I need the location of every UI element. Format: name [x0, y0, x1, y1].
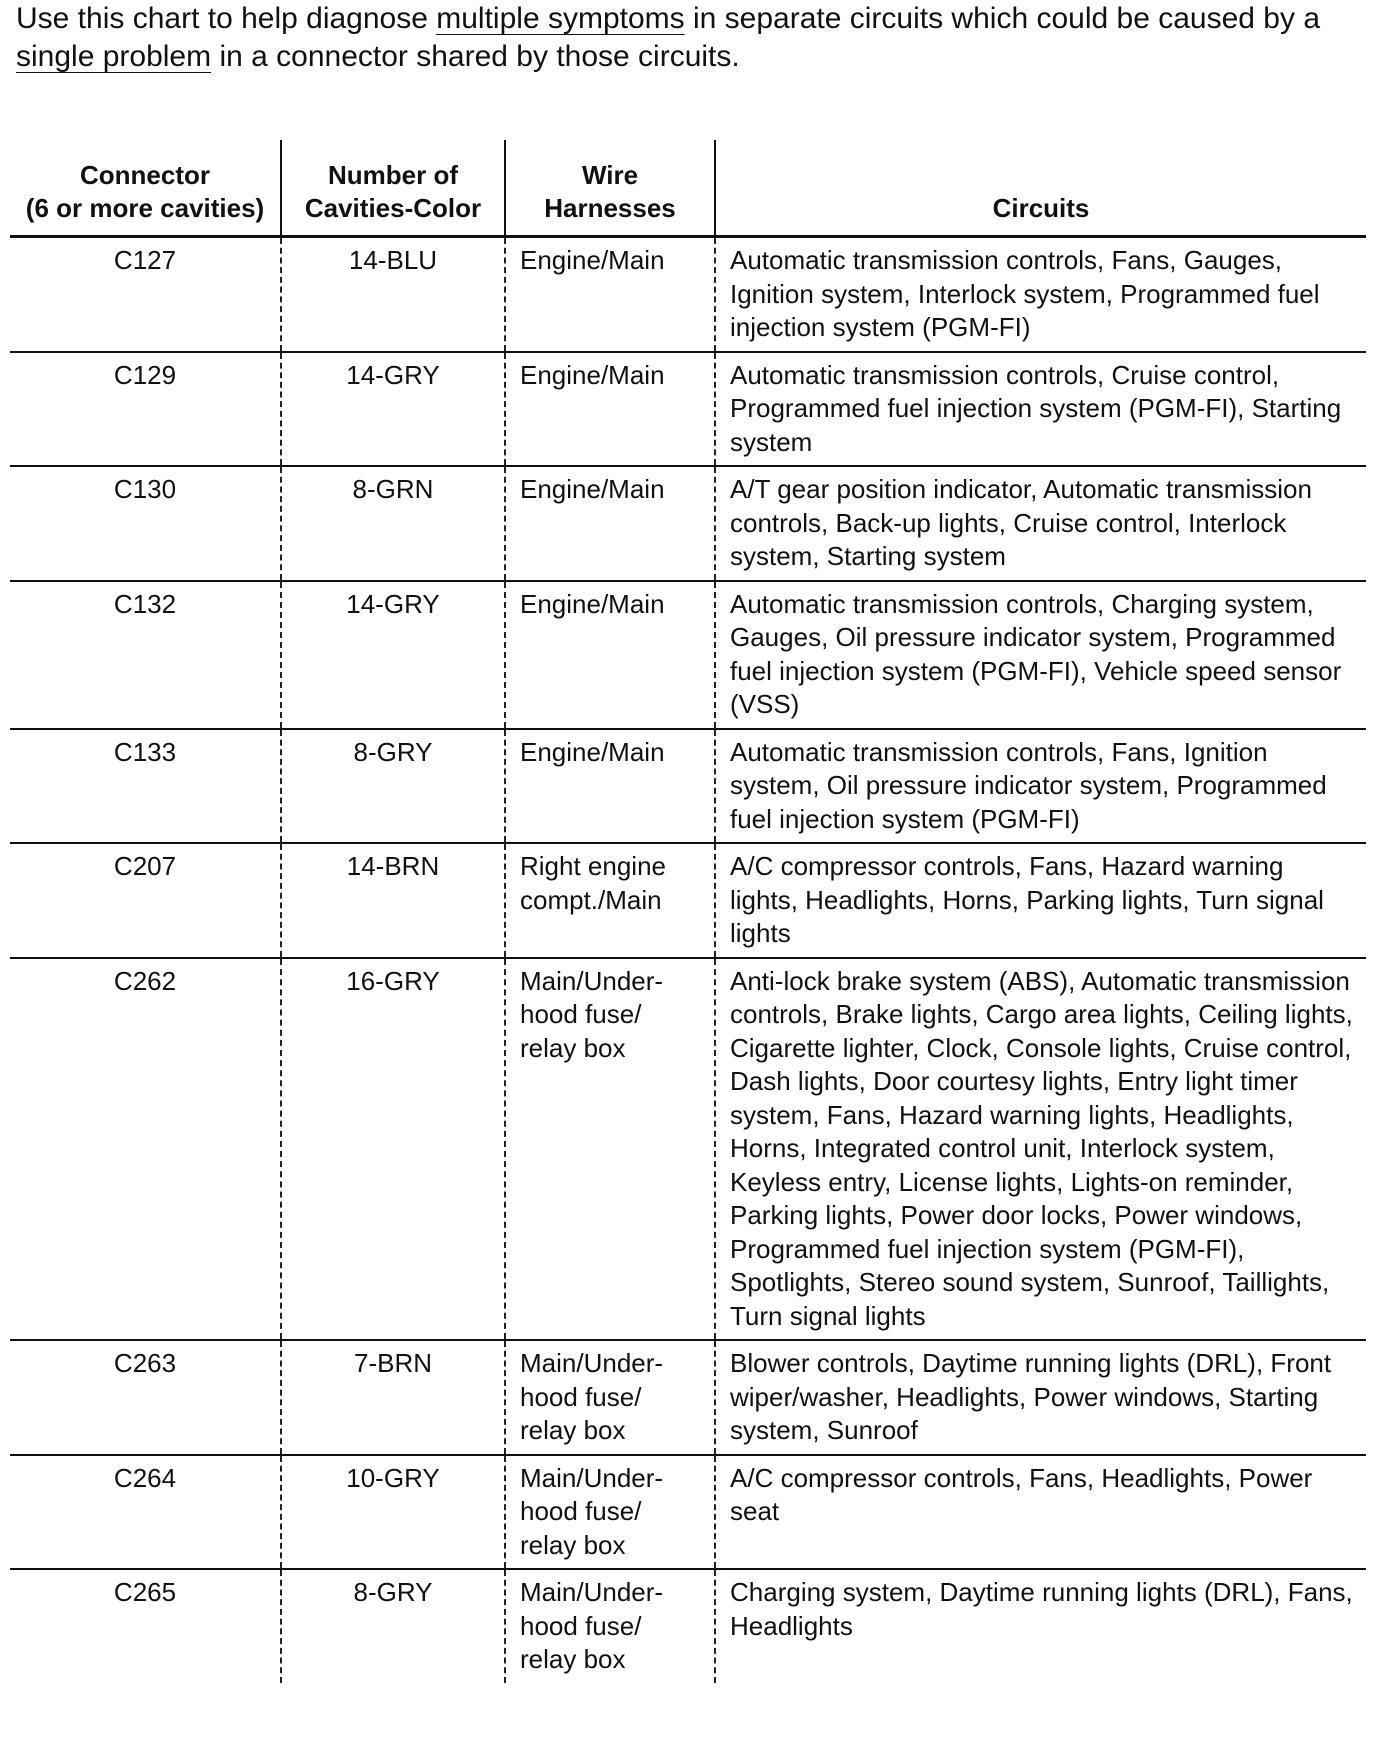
circuits-cell: A/C compressor controls, Fans, Headlights, Power seat: [715, 1455, 1366, 1570]
connector-cell: C130: [10, 466, 281, 581]
connector-cell: C129: [10, 352, 281, 467]
header-cavities: [281, 140, 505, 237]
table-row: [10, 1455, 1366, 1570]
harness-cell: Engine/Main: [505, 352, 715, 467]
table-row: [10, 958, 1366, 1341]
table-row: [10, 1340, 1366, 1455]
table-row: [10, 237, 1366, 352]
circuits-cell: Automatic transmission controls, Fans, Ignition system, Oil pressure indicator system, Programmed fuel injection system (PGM-FI): [715, 729, 1366, 844]
table-header-row: [10, 140, 1366, 237]
circuits-cell: Charging system, Daytime running lights (DRL), Fans, Headlights: [715, 1569, 1366, 1683]
header-cavities-line2: Cavities-Color: [304, 193, 482, 223]
table-row: [10, 1569, 1366, 1683]
circuits-cell: Automatic transmission controls, Fans, Gauges, Ignition system, Interlock system, Programmed fuel injection system (PGM-FI): [715, 237, 1366, 352]
intro-underline-single-problem: single problem: [16, 40, 212, 73]
cavities-cell: 16-GRY: [281, 958, 505, 1341]
circuits-cell: Anti-lock brake system (ABS), Automatic transmission controls, Brake lights, Cargo area lights, Ceiling lights, Cigarette lighter, Clock, Console lights, Cruise control, Dash lights, Door courtesy lights, Entry light timer system, Fans, Hazard warning lights, Headlights, Horns, Integrated control unit, Interlock system, Keyless entry, License lights, Lights-on reminder, Parking lights, Power door locks, Power windows, Programmed fuel injection system (PGM-FI), Spotlights, Stereo sound system, Sunroof, Taillights, Turn signal lights: [715, 958, 1366, 1341]
harness-cell: Main/Under-hood fuse/ relay box: [505, 1569, 715, 1683]
cavities-cell: 14-BRN: [281, 843, 505, 958]
cavities-cell: 7-BRN: [281, 1340, 505, 1455]
table-row: [10, 581, 1366, 729]
harness-cell: Engine/Main: [505, 729, 715, 844]
circuits-cell: Automatic transmission controls, Cruise control, Programmed fuel injection system (PGM-FI), Starting system: [715, 352, 1366, 467]
header-connector-line2: (6 or more cavities): [25, 193, 265, 223]
connector-cell: C262: [10, 958, 281, 1341]
header-cavities-line1: Number of: [328, 160, 458, 190]
connector-cell: C207: [10, 843, 281, 958]
connector-cell: C132: [10, 581, 281, 729]
connector-cell: C265: [113, 1577, 177, 1607]
table-row: [10, 843, 1366, 958]
intro-part-1: Use this chart to help diagnose: [16, 2, 437, 35]
header-harness: [505, 140, 715, 237]
intro-part-3: in a connector shared by those circuits.: [211, 40, 740, 73]
circuits-cell: A/C compressor controls, Fans, Hazard warning lights, Headlights, Horns, Parking lights, Turn signal lights: [715, 843, 1366, 958]
circuits-cell: Blower controls, Daytime running lights (DRL), Front wiper/washer, Headlights, Power windows, Starting system, Sunroof: [715, 1340, 1366, 1455]
harness-cell: Main/Under-hood fuse/ relay box: [505, 1340, 715, 1455]
circuits-cell: A/T gear position indicator, Automatic transmission controls, Back-up lights, Cruise control, Interlock system, Starting system: [715, 466, 1366, 581]
cavities-cell: 14-GRY: [281, 352, 505, 467]
header-harness-line2: Harnesses: [544, 193, 676, 223]
connector-cell: C133: [10, 729, 281, 844]
header-harness-line1: Wire: [581, 160, 639, 190]
cavities-cell: 8-GRN: [281, 466, 505, 581]
intro-part-2: in separate circuits which could be caused by a: [684, 2, 1321, 35]
header-connector: [10, 140, 281, 237]
table-row: [10, 466, 1366, 581]
cavities-cell: 14-GRY: [281, 581, 505, 729]
harness-cell: Engine/Main: [505, 466, 715, 581]
header-connector-line1: Connector: [80, 160, 210, 190]
table-row: [10, 352, 1366, 467]
cavities-cell: 8-GRY: [281, 729, 505, 844]
cavities-cell: 8-GRY: [281, 1569, 505, 1683]
harness-cell: Main/Under-hood fuse/ relay box: [505, 958, 715, 1341]
intro-underline-multiple-symptoms: multiple symptoms: [436, 2, 685, 35]
harness-cell: Engine/Main: [505, 237, 715, 352]
cavities-cell: 14-BLU: [281, 237, 505, 352]
connector-cell: C264: [10, 1455, 281, 1570]
connector-cell: C263: [10, 1340, 281, 1455]
header-circuits: [715, 140, 1366, 237]
circuits-cell: Automatic transmission controls, Charging system, Gauges, Oil pressure indicator system, Programmed fuel injection system (PGM-FI), Vehicle speed sensor (VSS): [715, 581, 1366, 729]
intro-text: [16, 0, 1366, 76]
table-row: [10, 729, 1366, 844]
header-circuits-label: Circuits: [992, 193, 1090, 223]
harness-cell: Engine/Main: [505, 581, 715, 729]
connector-chart-table: [10, 140, 1366, 1683]
harness-cell: Right engine compt./Main: [505, 843, 715, 958]
connector-cell: C127: [10, 237, 281, 352]
cavities-cell: 10-GRY: [281, 1455, 505, 1570]
harness-cell: Main/Under-hood fuse/ relay box: [505, 1455, 715, 1570]
